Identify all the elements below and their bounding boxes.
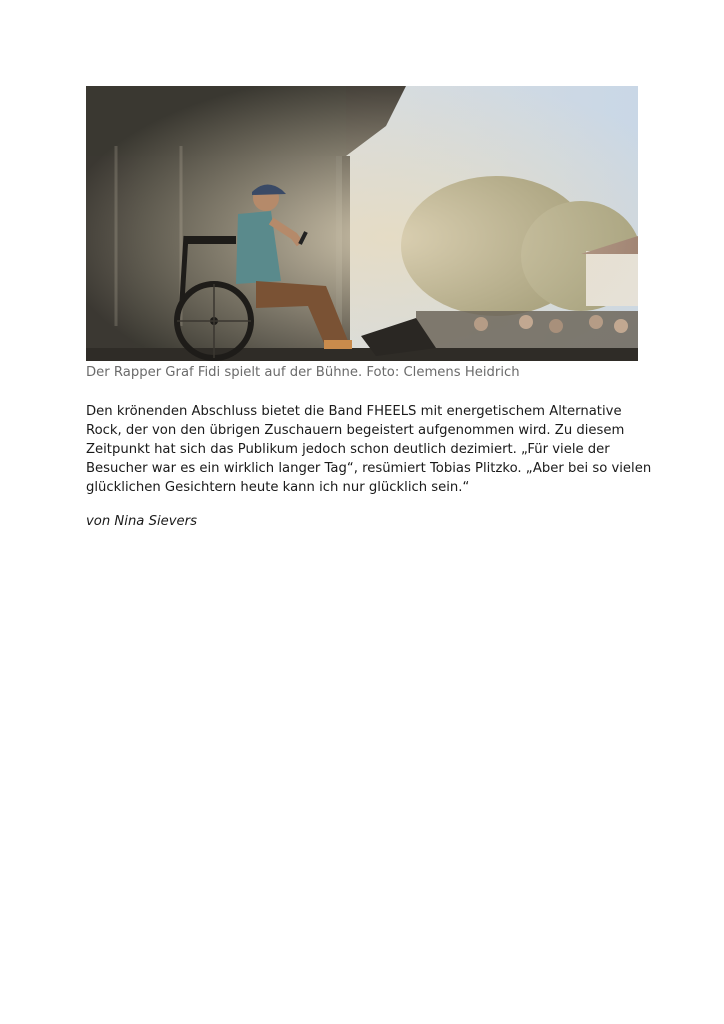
concert-photo — [86, 86, 638, 361]
paragraph-line: Besucher war es ein wirklich langer Tag“, resümiert Tobias Plitzko. „Aber bei so vielen — [86, 461, 652, 476]
photo-caption: Der Rapper Graf Fidi spielt auf der Bühne. Foto: Clemens Heidrich — [86, 365, 520, 380]
paragraph-line: Den krönenden Abschluss bietet die Band FHEELS mit energetischem Alternative — [86, 404, 622, 419]
author-byline: von Nina Sievers — [86, 514, 197, 529]
paragraph-line: glücklichen Gesichtern heute kann ich nur glücklich sein.“ — [86, 480, 470, 495]
article-paragraph — [86, 402, 652, 497]
paragraph-line: Zeitpunkt hat sich das Publikum jedoch schon deutlich dezimiert. „Für viele der — [86, 442, 610, 457]
paragraph-line: Rock, der von den übrigen Zuschauern begeistert aufgenommen wird. Zu diesem — [86, 423, 625, 438]
